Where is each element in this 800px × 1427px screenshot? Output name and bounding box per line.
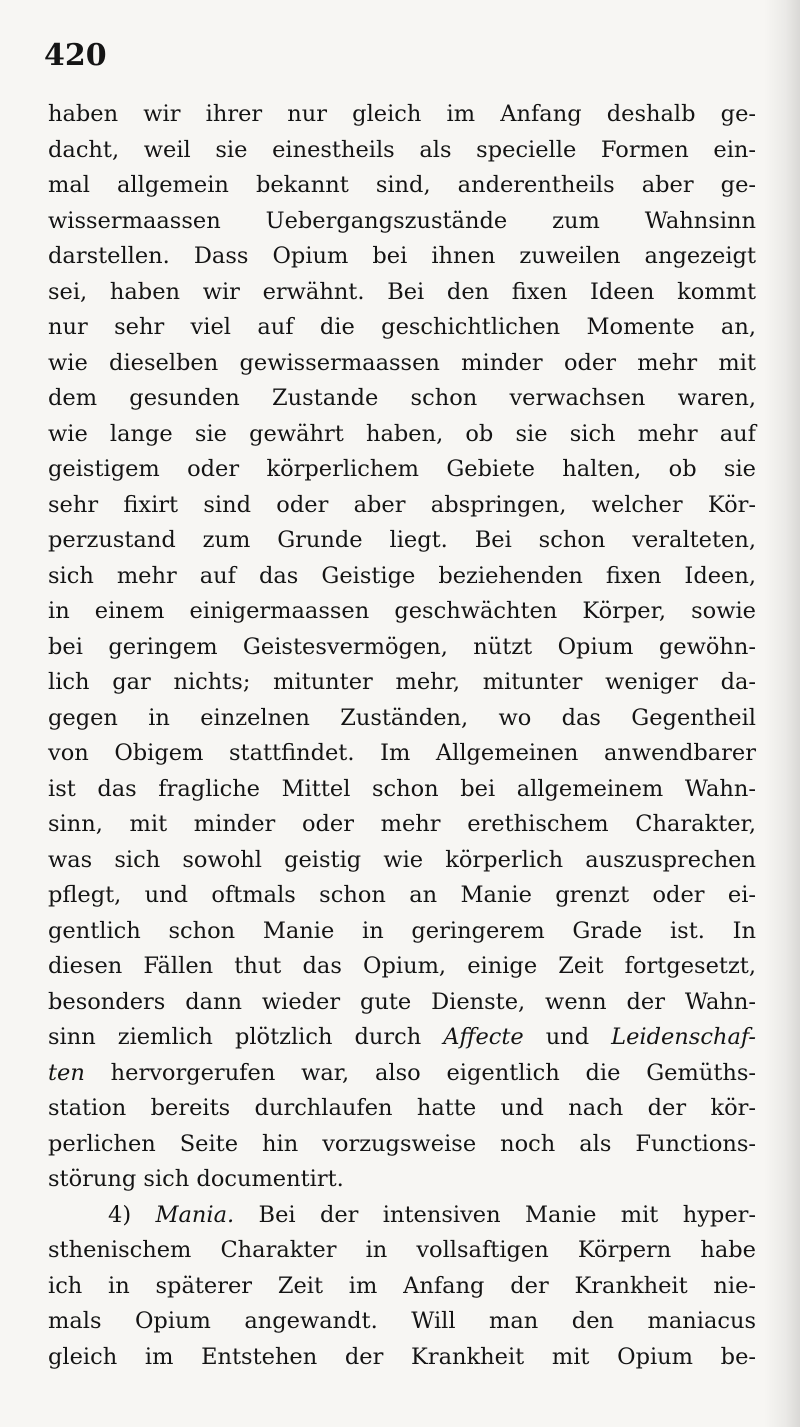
italic-term: Affecte xyxy=(443,1024,524,1050)
text-line: was sich sowohl geistig wie körperlich auszusprechen xyxy=(48,846,756,873)
section-heading-line xyxy=(48,1198,756,1234)
text-line: perzustand zum Grunde liegt. Bei schon veralteten, xyxy=(48,527,756,553)
text-line: bei geringem Geistesvermögen, nützt Opium gewöhn- xyxy=(48,633,756,660)
text-segment: Bei der intensiven Manie mit hyper- xyxy=(234,1201,756,1228)
text-line: pflegt, und oftmals schon an Manie grenzt oder ei- xyxy=(48,882,756,908)
text-line: sehr fixirt sind oder aber abspringen, welcher Kör- xyxy=(48,491,756,518)
text-line-with-italics xyxy=(48,1056,756,1092)
text-line: gegen in einzelnen Zuständen, wo das Gegentheil xyxy=(48,704,756,731)
page-edge-shadow xyxy=(764,0,800,1427)
text-line: perlichen Seite hin vorzugsweise noch als Functions- xyxy=(48,1130,756,1157)
section-title: Mania. xyxy=(155,1201,235,1228)
text-segment: hervorgerufen war, also eigentlich die Gemüths- xyxy=(84,1059,756,1086)
section-number: 4) xyxy=(108,1201,156,1228)
page-number: 420 xyxy=(44,38,107,73)
text-line: sich mehr auf das Geistige beziehenden fixen Ideen, xyxy=(48,562,756,589)
text-line: gleich im Entstehen der Krankheit mit Opium be- xyxy=(48,1343,756,1370)
text-line: gentlich schon Manie in geringerem Grade ist. In xyxy=(48,917,756,944)
paragraph-end-line: störung sich documentirt. xyxy=(48,1166,344,1192)
text-line: besonders dann wieder gute Dienste, wenn der Wahn- xyxy=(48,988,756,1015)
text-line: mal allgemein bekannt sind, anderentheils aber ge- xyxy=(48,172,756,198)
text-line: diesen Fällen thut das Opium, einige Zeit fortgesetzt, xyxy=(48,953,756,979)
text-line: station bereits durchlaufen hatte und nach der kör- xyxy=(48,1095,756,1121)
text-line-with-italics xyxy=(48,1020,756,1056)
text-line: ich in späterer Zeit im Anfang der Krankheit nie- xyxy=(48,1272,756,1299)
text-line: in einem einigermaassen geschwächten Körper, sowie xyxy=(48,598,756,624)
text-line: wie lange sie gewährt haben, ob sie sich mehr auf xyxy=(48,420,756,447)
text-line: haben wir ihrer nur gleich im Anfang deshalb ge- xyxy=(48,101,756,127)
text-line: wissermaassen Uebergangszustände zum Wahnsinn xyxy=(48,207,756,234)
text-line: geistigem oder körperlichem Gebiete halten, ob sie xyxy=(48,456,756,482)
text-line: sinn, mit minder oder mehr erethischem Charakter, xyxy=(48,811,756,837)
italic-term: ten xyxy=(48,1059,85,1086)
text-line: dem gesunden Zustande schon verwachsen waren, xyxy=(48,385,756,411)
text-segment: und xyxy=(523,1024,612,1050)
text-line: wie dieselben gewissermaassen minder oder mehr mit xyxy=(48,349,756,376)
text-line: von Obigem stattfindet. Im Allgemeinen anwendbarer xyxy=(48,740,756,766)
italic-term: Leidenschaf- xyxy=(611,1024,756,1050)
text-line: mals Opium angewandt. Will man den maniacus xyxy=(48,1308,756,1334)
text-line: sthenischem Charakter in vollsaftigen Körpern habe xyxy=(48,1237,756,1263)
text-line: lich gar nichts; mitunter mehr, mitunter weniger da- xyxy=(48,669,756,695)
text-segment: sinn ziemlich plötzlich durch xyxy=(48,1024,444,1050)
text-line: nur sehr viel auf die geschichtlichen Momente an, xyxy=(48,314,756,340)
text-line: dacht, weil sie einestheils als specielle Formen ein- xyxy=(48,136,756,163)
text-line: darstellen. Dass Opium bei ihnen zuweilen angezeigt xyxy=(48,243,756,269)
body-text xyxy=(48,97,756,1375)
text-line: ist das fragliche Mittel schon bei allgemeinem Wahn- xyxy=(48,775,756,802)
text-line: sei, haben wir erwähnt. Bei den fixen Ideen kommt xyxy=(48,278,756,305)
